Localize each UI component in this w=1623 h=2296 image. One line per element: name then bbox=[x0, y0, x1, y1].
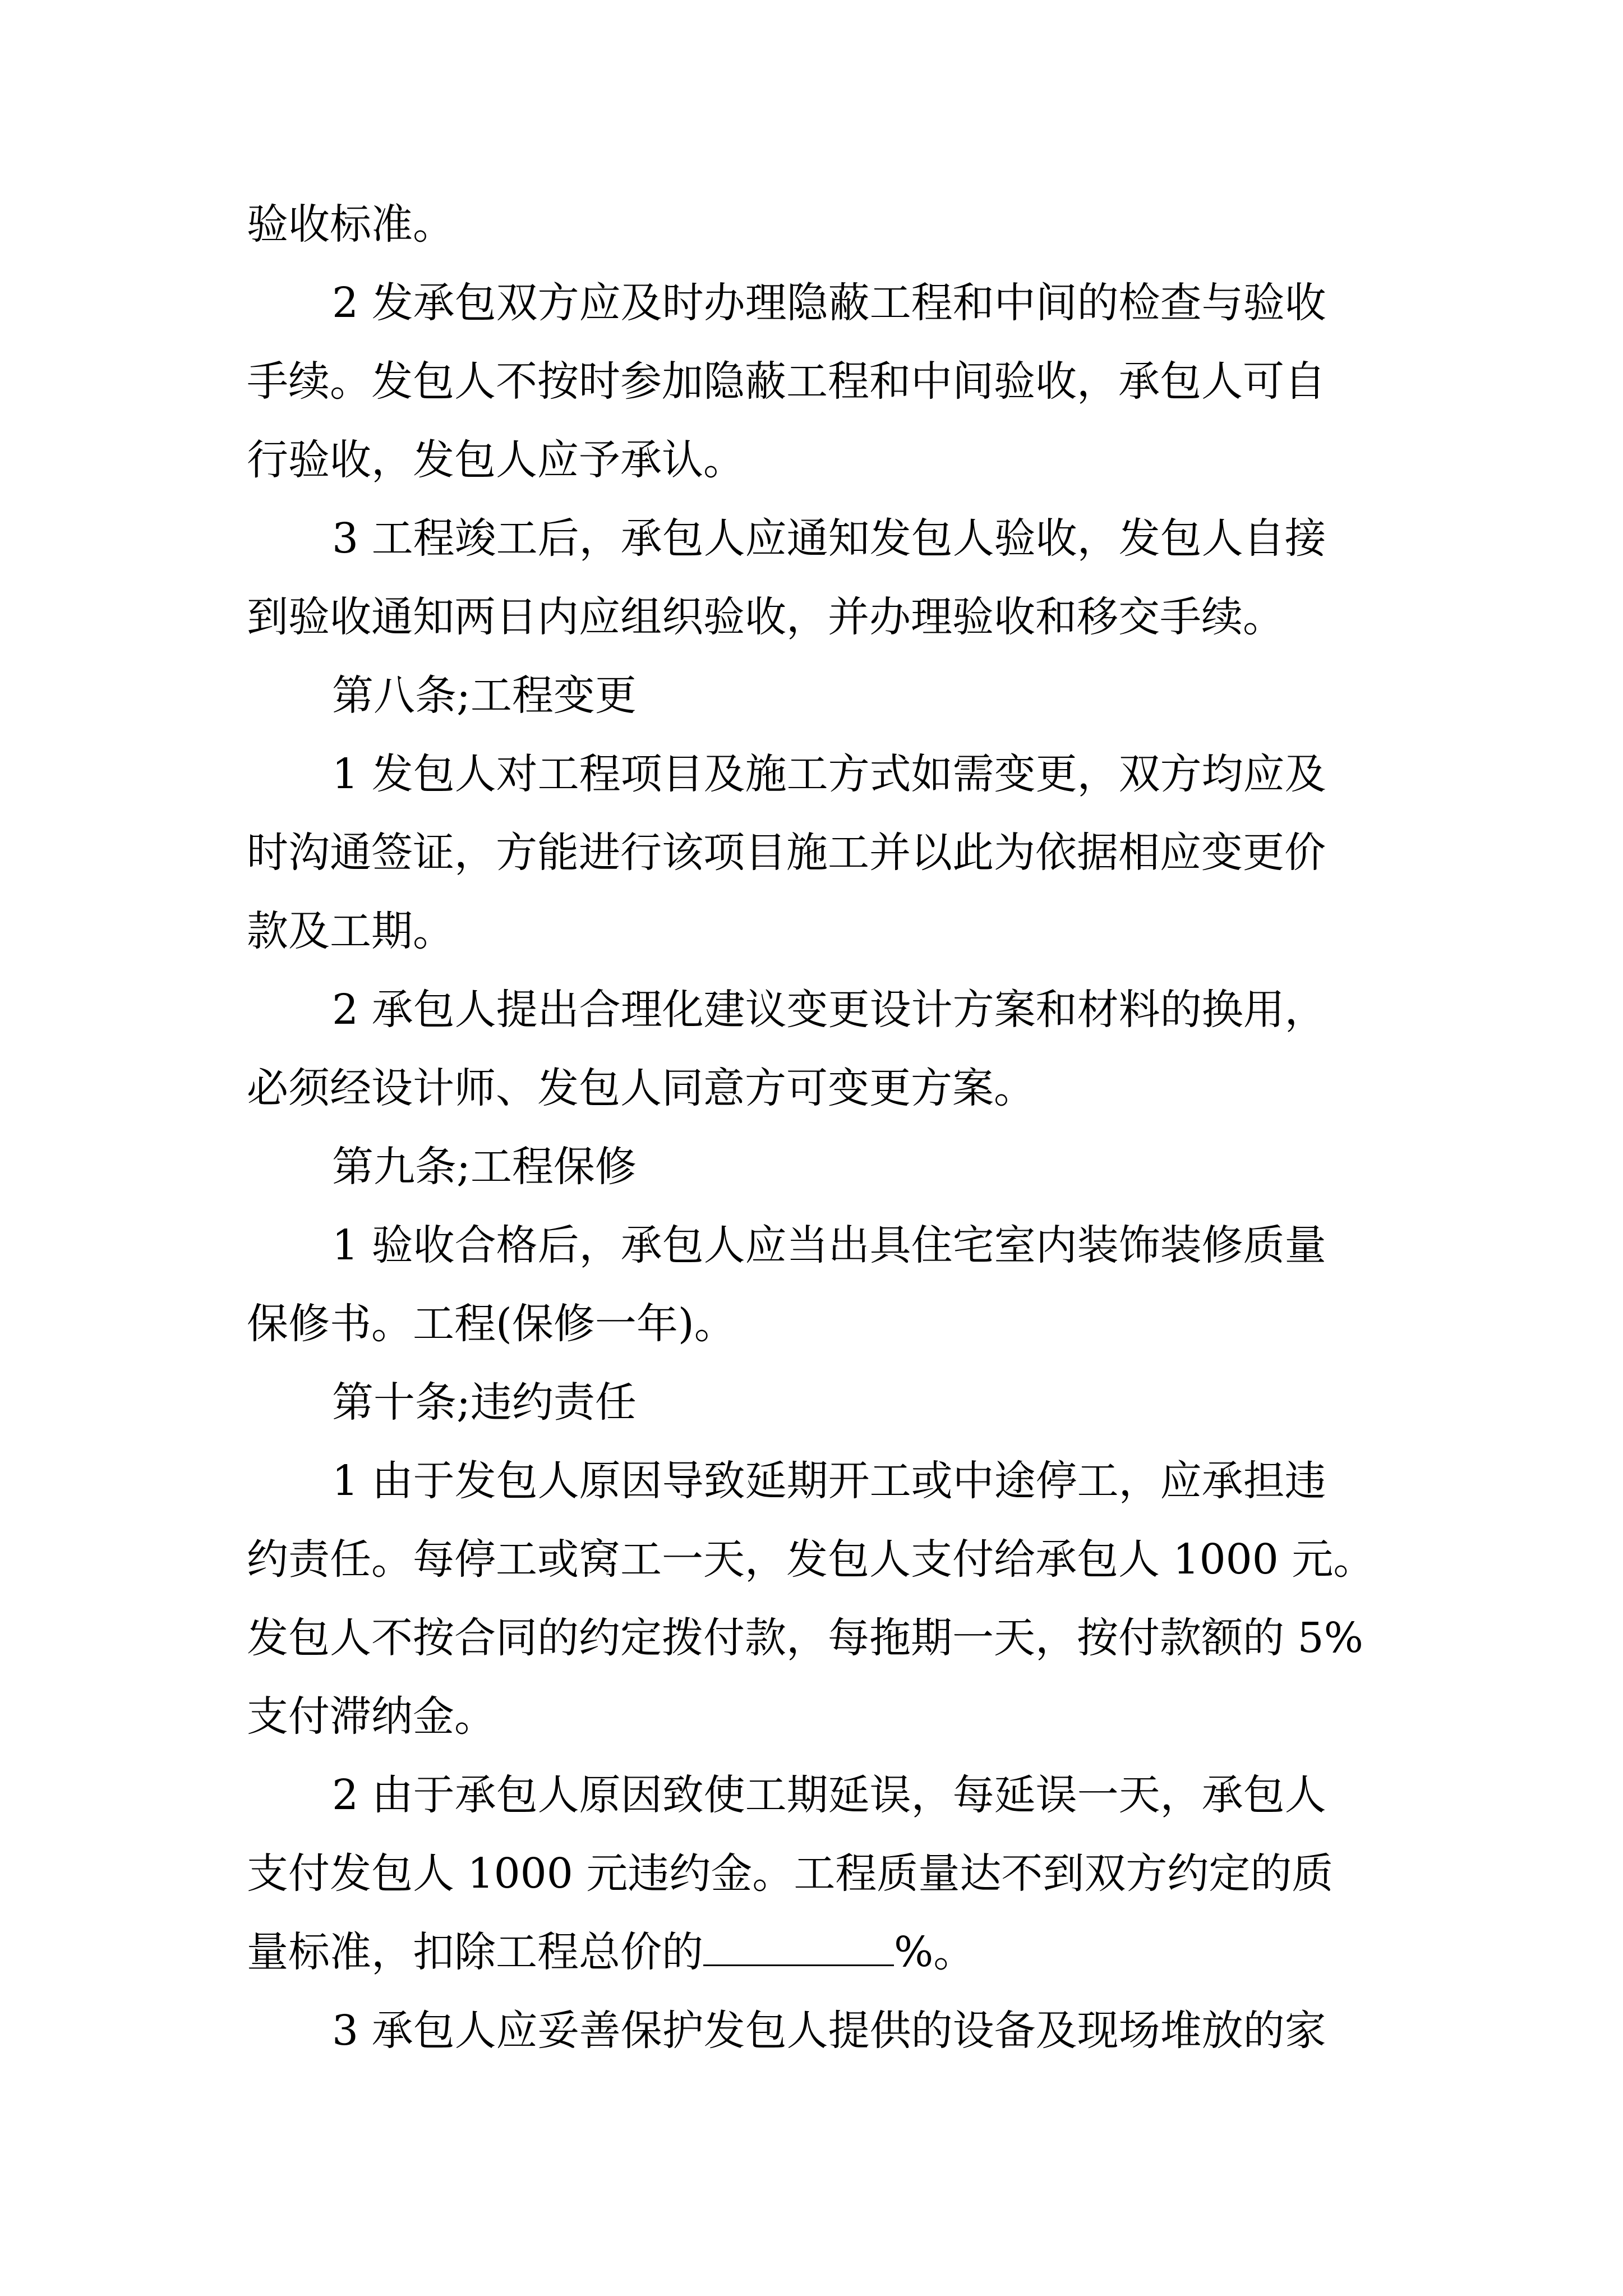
line-text: 量标准，扣除工程总价的 bbox=[247, 1928, 703, 1976]
section-heading: 第八条;工程变更 bbox=[332, 671, 637, 720]
section-heading: 第九条;工程保修 bbox=[332, 1143, 637, 1191]
paragraph-line: 2 承包人提出合理化建议变更设计方案和材料的换用， bbox=[332, 986, 1326, 1034]
paragraph-line: 手续。发包人不按时参加隐蔽工程和中间验收，承包人可自 bbox=[247, 357, 1326, 406]
paragraph-line: 支付滞纳金。 bbox=[247, 1692, 496, 1741]
paragraph-line: 验收标准。 bbox=[247, 200, 454, 249]
line-suffix: %。 bbox=[894, 1928, 975, 1976]
document-body bbox=[247, 185, 1413, 2070]
fill-in-blank bbox=[703, 1925, 894, 1966]
paragraph-line: 到验收通知两日内应组织验收，并办理验收和移交手续。 bbox=[247, 593, 1284, 641]
paragraph-line: 2 发承包双方应及时办理隐蔽工程和中间的检查与验收 bbox=[332, 279, 1326, 327]
paragraph-line: 1 由于发包人原因导致延期开工或中途停工，应承担违 bbox=[332, 1457, 1326, 1505]
paragraph-line: 必须经设计师、发包人同意方可变更方案。 bbox=[247, 1064, 1035, 1112]
paragraph-line: 发包人不按合同的约定拨付款，每拖期一天，按付款额的 5% bbox=[247, 1614, 1363, 1662]
paragraph-line: 3 工程竣工后，承包人应通知发包人验收，发包人自接 bbox=[332, 514, 1326, 563]
section-heading: 第十条;违约责任 bbox=[332, 1378, 637, 1427]
paragraph-line: 2 由于承包人原因致使工期延误，每延误一天，承包人 bbox=[332, 1771, 1326, 1819]
paragraph-line: 时沟通签证，方能进行该项目施工并以此为依据相应变更价 bbox=[247, 829, 1326, 877]
paragraph-line: 款及工期。 bbox=[247, 907, 454, 955]
paragraph-line: 约责任。每停工或窝工一天，发包人支付给承包人 1000 元。 bbox=[247, 1535, 1375, 1584]
paragraph-line: 1 发包人对工程项目及施工方式如需变更，双方均应及 bbox=[332, 750, 1326, 798]
paragraph-line: 支付发包人 1000 元违约金。工程质量达不到双方约定的质 bbox=[247, 1849, 1334, 1898]
paragraph-line: 保修书。工程(保修一年)。 bbox=[247, 1300, 736, 1348]
paragraph-line: 行验收，发包人应予承认。 bbox=[247, 436, 745, 484]
paragraph-line: 3 承包人应妥善保护发包人提供的设备及现场堆放的家 bbox=[332, 2007, 1326, 2055]
paragraph-line-with-blank bbox=[247, 1913, 1413, 1991]
paragraph-line: 1 验收合格后，承包人应当出具住宅室内装饰装修质量 bbox=[332, 1221, 1326, 1269]
